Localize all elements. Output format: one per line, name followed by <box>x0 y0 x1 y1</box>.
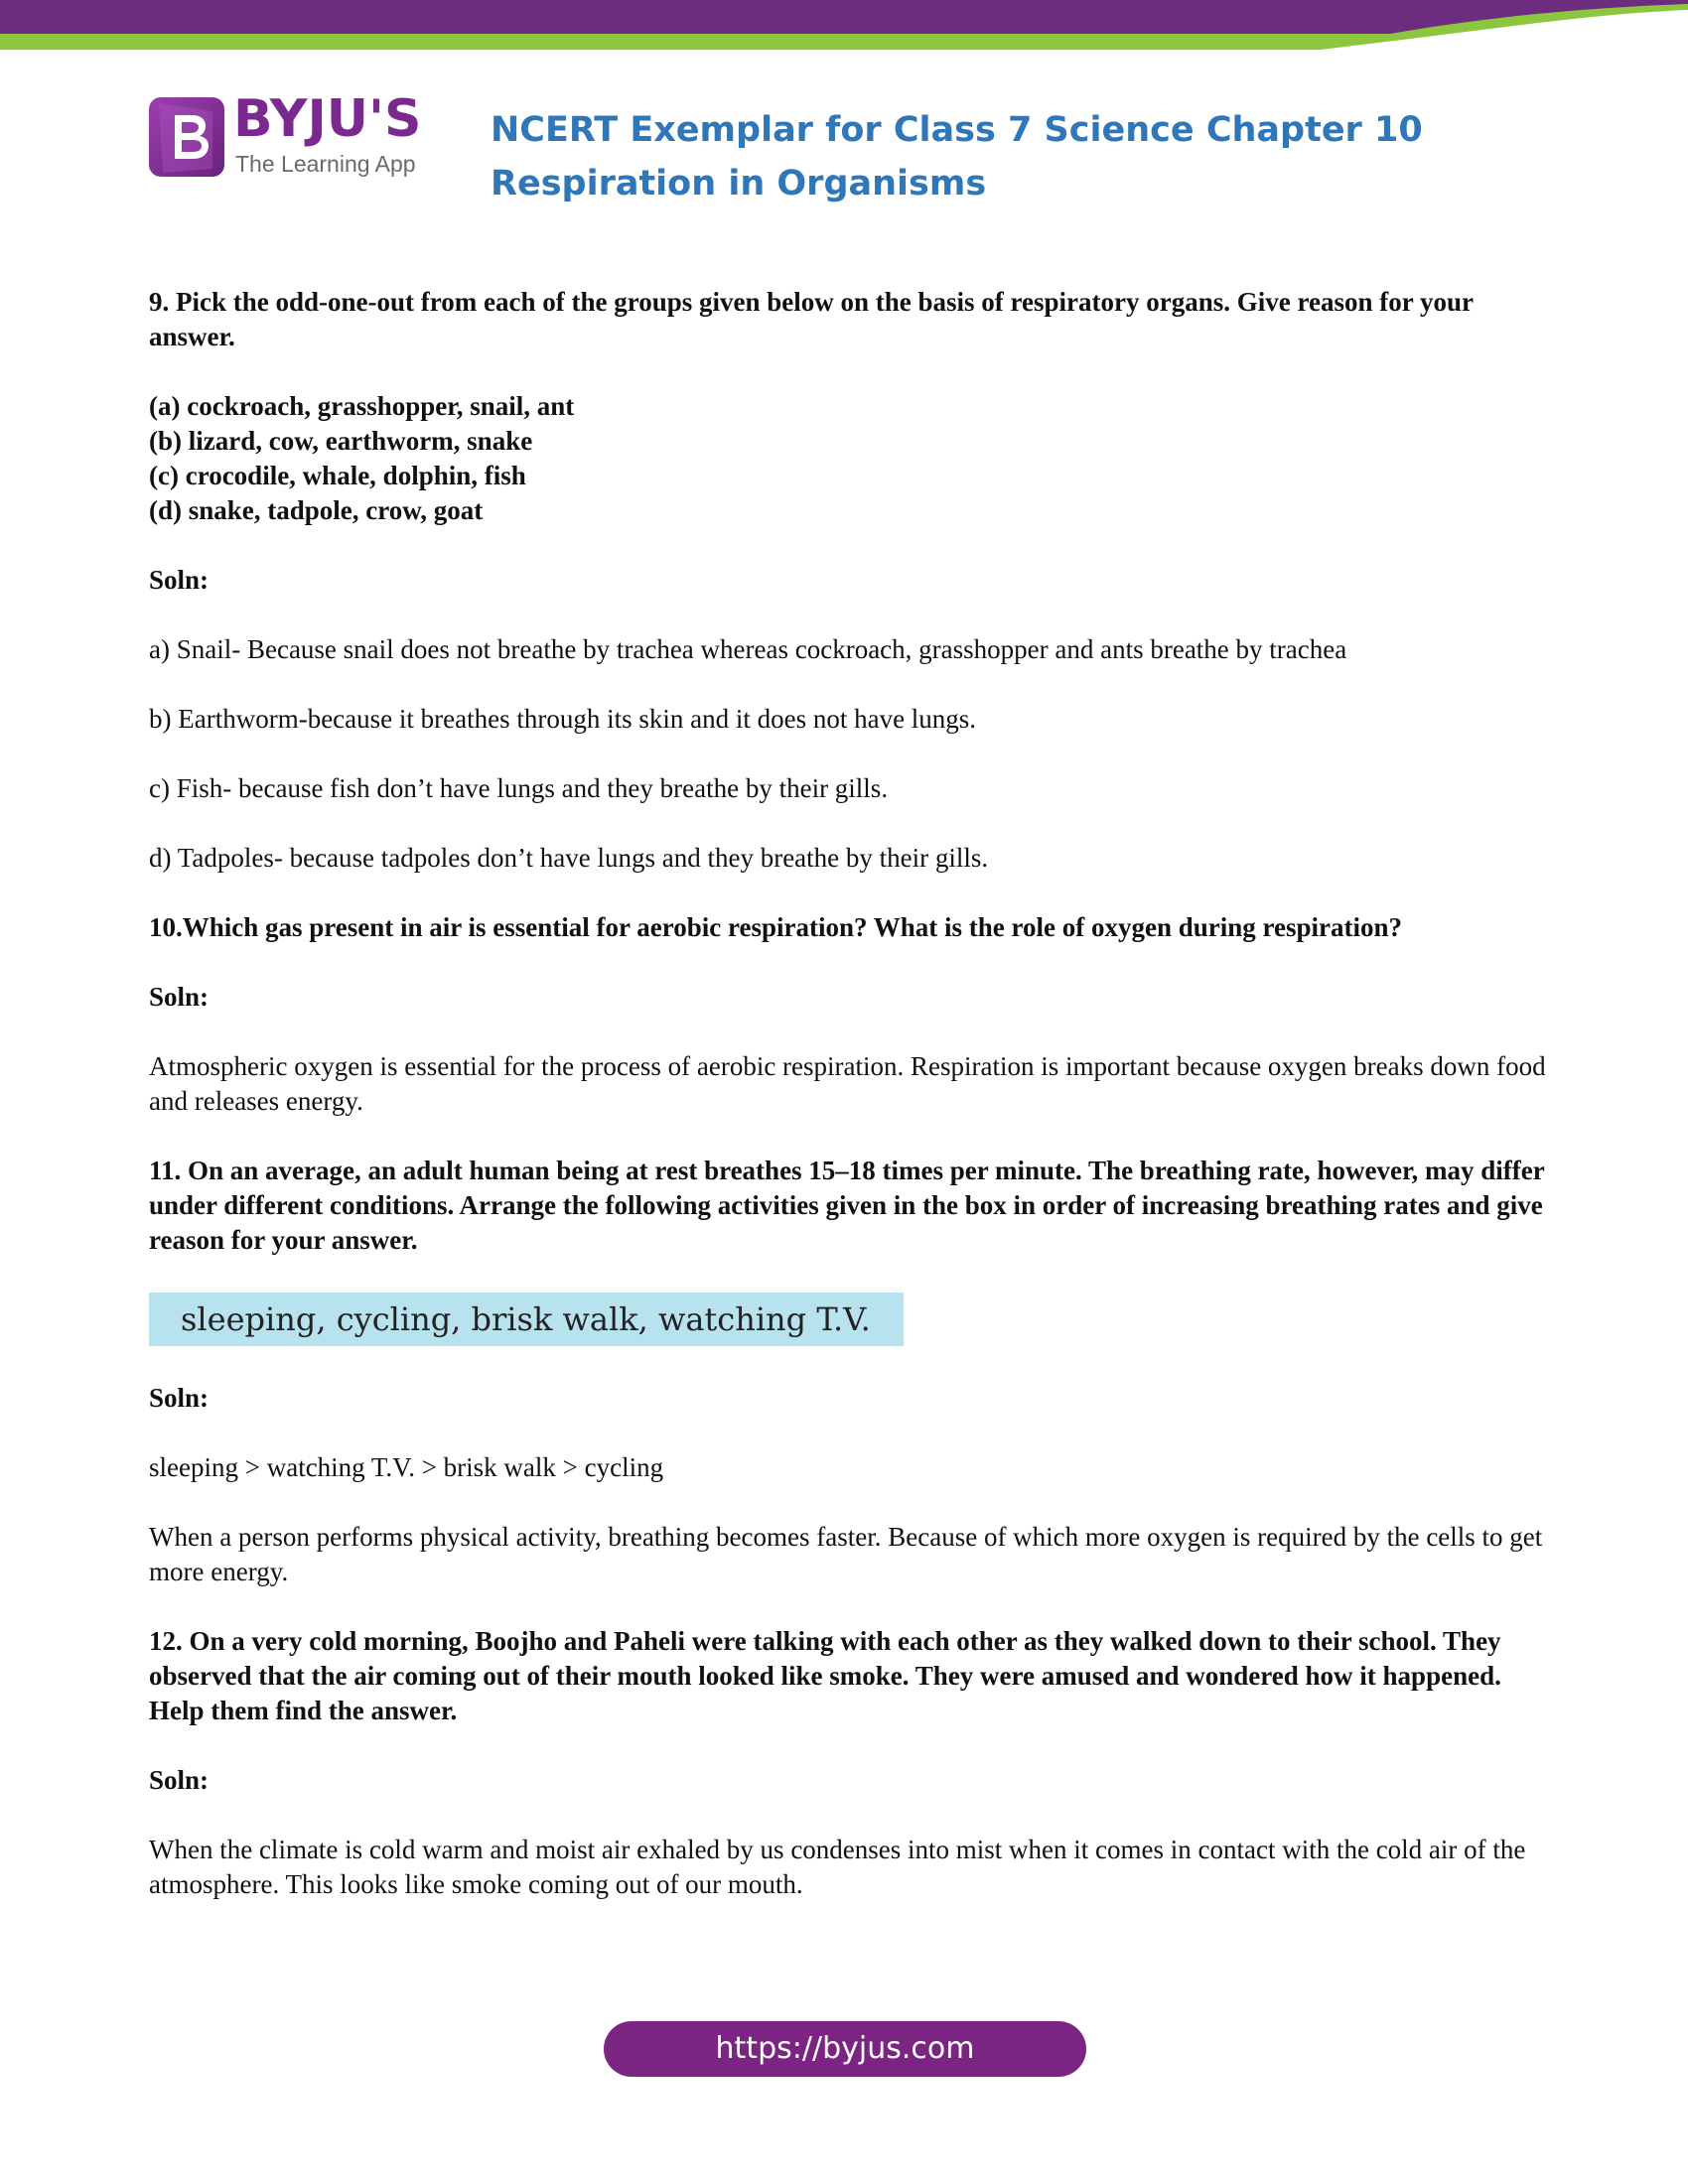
brand-name: BYJU'S <box>233 89 422 149</box>
byjus-b-logo-icon <box>149 97 228 179</box>
activities-box: sleeping, cycling, brisk walk, watching T.V. <box>149 1293 904 1346</box>
document-title: NCERT Exemplar for Class 7 Science Chapter 10 Respiration in Organisms <box>491 110 1423 204</box>
option-a: (a) cockroach, grasshopper, snail, ant <box>149 391 575 421</box>
answer-paragraph: sleeping > watching T.V. > brisk walk > cycling <box>149 1452 664 1482</box>
answer-paragraph: a) Snail- Because snail does not breathe by trachea whereas cockroach, grasshopper and ants breathe by trachea <box>149 634 1347 664</box>
top-decorative-band <box>0 0 1688 64</box>
answer-paragraph: c) Fish- because fish don’t have lungs and they breathe by their gills. <box>149 773 889 803</box>
footer-url-link[interactable]: https://byjus.com <box>604 2021 1086 2077</box>
byjus-logo <box>149 89 447 195</box>
solution-label: Soln: <box>149 1383 210 1413</box>
answer-paragraph: d) Tadpoles- because tadpoles don’t have lungs and they breathe by their gills. <box>149 843 989 873</box>
solution-label: Soln: <box>149 1765 210 1795</box>
question-9: 9. Pick the odd-one-out from each of the groups given below on the basis of respiratory organs. Give reason for your answer. <box>149 287 1474 351</box>
question-10: 10.Which gas present in air is essential for aerobic respiration? What is the role of oxygen during respiration? <box>149 912 1403 942</box>
brand-tagline: The Learning App <box>235 151 416 177</box>
option-b: (b) lizard, cow, earthworm, snake <box>149 426 533 456</box>
solution-label: Soln: <box>149 982 210 1012</box>
question-12: 12. On a very cold morning, Boojho and Paheli were talking with each other as they walked down to their school. They observed that the air coming out of their mouth looked like smoke. They were amused and wondered how it happened. Help them find the answer. <box>149 1626 1501 1725</box>
option-d: (d) snake, tadpole, crow, goat <box>149 495 484 525</box>
solution-label: Soln: <box>149 565 210 595</box>
answer-paragraph: Atmospheric oxygen is essential for the process of aerobic respiration. Respiration is important because oxygen breaks down food and releases energy. <box>149 1051 1546 1116</box>
question-9-options <box>149 389 1549 528</box>
page-header <box>149 89 1589 214</box>
answer-paragraph: b) Earthworm-because it breathes through its skin and it does not have lungs. <box>149 704 977 734</box>
answer-paragraph: When the climate is cold warm and moist air exhaled by us condenses into mist when it comes in contact with the cold air of the atmosphere. This looks like smoke coming out of our mouth. <box>149 1835 1526 1899</box>
document-body <box>149 285 1549 1937</box>
question-11: 11. On an average, an adult human being at rest breathes 15–18 times per minute. The breathing rate, however, may differ under different conditions. Arrange the following activities given in the box in order of increasing breathing rates and give reason for your answer. <box>149 1156 1545 1255</box>
option-c: (c) crocodile, whale, dolphin, fish <box>149 461 526 490</box>
answer-paragraph: When a person performs physical activity, breathing becomes faster. Because of which more oxygen is required by the cells to get more energy. <box>149 1522 1543 1586</box>
